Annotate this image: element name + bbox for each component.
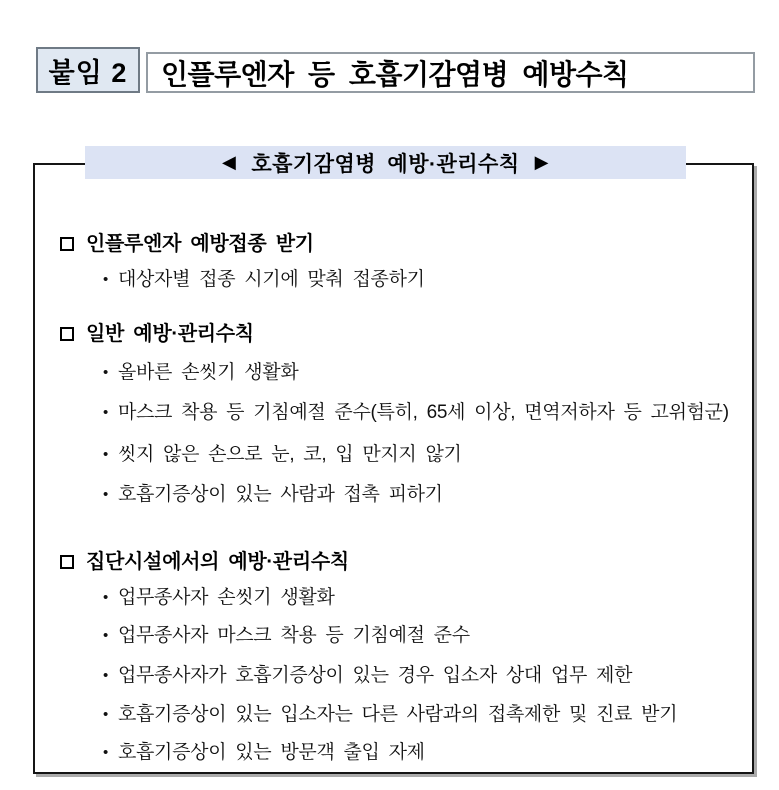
- bullet-item: [103, 363, 734, 383]
- bullet-text: 마스크 착용 등 기침예절 준수(특히, 65세 이상, 면역저하자 등 고위험군): [117, 402, 729, 423]
- bullet-text: 대상자별 접종 시기에 맞춰 접종하기: [117, 269, 425, 290]
- bullet-icon: •: [103, 706, 108, 723]
- bullet-text: 호흡기증상이 있는 입소자는 다른 사람과의 접촉제한 및 진료 받기: [117, 704, 678, 725]
- bullet-icon: •: [103, 404, 108, 421]
- section-marker-icon: [60, 237, 74, 251]
- content-box: [33, 163, 754, 774]
- bullet-text: 업무종사자가 호흡기증상이 있는 경우 입소자 상대 업무 제한: [117, 665, 633, 686]
- bullet-text: 업무종사자 마스크 착용 등 기침예절 준수: [117, 625, 470, 646]
- bullet-item: [103, 485, 734, 505]
- banner: [85, 146, 686, 179]
- section-heading: [59, 323, 734, 345]
- bullet-icon: •: [103, 744, 108, 761]
- bullet-item: [103, 403, 734, 423]
- bullet-text: 씻지 않은 손으로 눈, 코, 입 만지지 않기: [117, 444, 462, 465]
- attachment-badge: [36, 47, 140, 93]
- bullet-text: 올바른 손씻기 생활화: [117, 362, 299, 383]
- bullet-icon: •: [103, 486, 108, 503]
- bullet-item: [103, 588, 734, 608]
- bullet-icon: •: [103, 589, 108, 606]
- bullet-item: [103, 626, 734, 646]
- bullet-item: [103, 445, 734, 465]
- bullet-item: [103, 705, 734, 725]
- bullet-icon: •: [103, 271, 108, 288]
- bullet-text: 호흡기증상이 있는 사람과 접촉 피하기: [117, 484, 443, 505]
- bullet-item: [103, 666, 734, 686]
- banner-title: 호흡기감염병 예방·관리수칙: [251, 152, 520, 176]
- section-marker-icon: [60, 555, 74, 569]
- left-triangle-icon: ◀: [222, 152, 237, 172]
- section-marker-icon: [60, 327, 74, 341]
- bullet-item: [103, 270, 734, 290]
- bullet-icon: •: [103, 667, 108, 684]
- bullet-icon: •: [103, 446, 108, 463]
- bullet-item: [103, 743, 734, 763]
- right-triangle-icon: ▶: [534, 152, 549, 172]
- section-heading: [59, 551, 734, 573]
- section-heading: [59, 233, 734, 255]
- bullet-text: 호흡기증상이 있는 방문객 출입 자제: [117, 742, 425, 763]
- attachment-badge-label: 붙임 2: [48, 57, 128, 88]
- bullet-icon: •: [103, 627, 108, 644]
- section-heading-text: 일반 예방·관리수칙: [86, 323, 254, 345]
- document-title: 인플루엔자 등 호흡기감염병 예방수칙: [161, 58, 629, 90]
- content: [35, 165, 752, 763]
- bullet-icon: •: [103, 364, 108, 381]
- bullet-text: 업무종사자 손씻기 생활화: [117, 587, 335, 608]
- document-title-box: [146, 52, 755, 93]
- section-heading-text: 인플루엔자 예방접종 받기: [86, 233, 314, 255]
- section-heading-text: 집단시설에서의 예방·관리수칙: [86, 551, 349, 573]
